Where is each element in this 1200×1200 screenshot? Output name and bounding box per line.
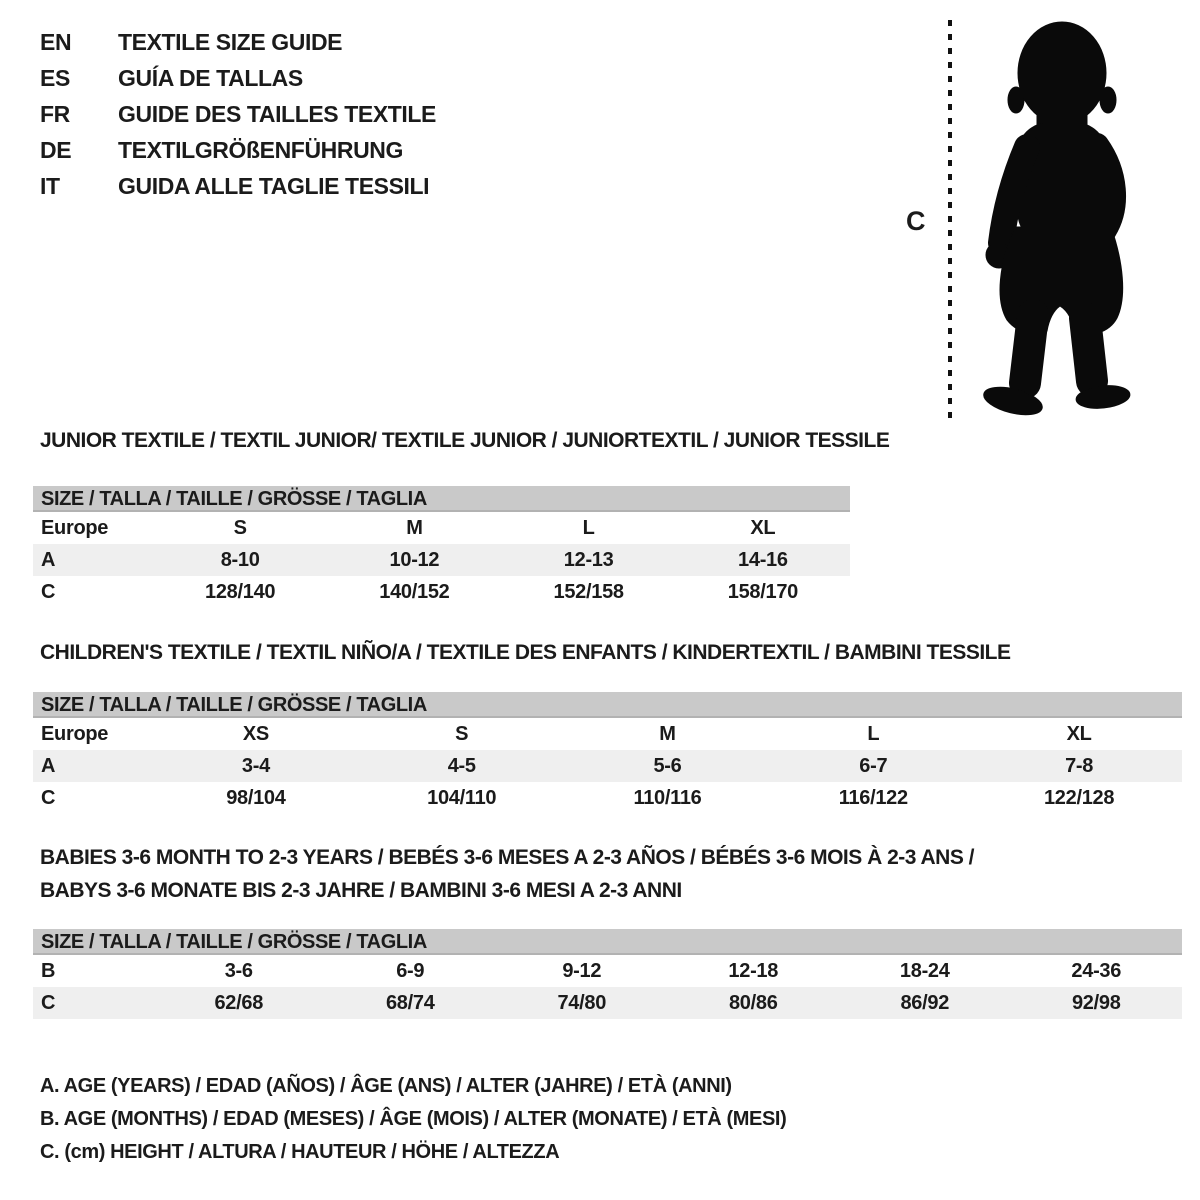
table-cell: 122/128 <box>1043 786 1115 809</box>
table-cell: 158/170 <box>727 580 798 603</box>
language-code: EN <box>40 28 72 55</box>
table-cell: S <box>233 516 247 539</box>
section-heading-line2: BABYS 3-6 MONATE BIS 2-3 JAHRE / BAMBINI 3-6 MESI A 2-3 ANNI <box>40 879 682 902</box>
table-cell: 62/68 <box>214 991 264 1014</box>
table-header: SIZE / TALLA / TAILLE / GRÖSSE / TAGLIA <box>33 929 1182 955</box>
footnote-height: C. (cm) HEIGHT / ALTURA / HAUTEUR / HÖHE / ALTEZZA <box>40 1141 560 1163</box>
table-cell: 6-7 <box>859 754 888 777</box>
table-header: SIZE / TALLA / TAILLE / GRÖSSE / TAGLIA <box>33 486 850 512</box>
table-row <box>33 512 850 544</box>
language-row <box>40 24 436 60</box>
footnote-age-months: B. AGE (MONTHS) / EDAD (MESES) / ÂGE (MOIS) / ALTER (MONATE) / ETÀ (MESI) <box>40 1108 787 1130</box>
table-row <box>33 576 850 608</box>
table-cell: 3-4 <box>241 754 270 777</box>
table-cell: 12-13 <box>563 548 614 571</box>
table-cell: 110/116 <box>633 786 702 809</box>
table-cell: XL <box>750 516 776 539</box>
table-cell: 4-5 <box>447 754 476 777</box>
table-cell: XL <box>1066 722 1092 745</box>
table-cell: 116/122 <box>838 786 908 809</box>
measure-label-c: C <box>906 206 926 236</box>
footnote-age-years: A. AGE (YEARS) / EDAD (AÑOS) / ÂGE (ANS) / ALTER (JAHRE) / ETÀ (ANNI) <box>40 1075 732 1097</box>
guide-title: TEXTILE SIZE GUIDE <box>118 28 343 55</box>
height-measure-line <box>944 18 956 420</box>
table-cell: 86/92 <box>900 991 950 1014</box>
table-cell: 7-8 <box>1065 754 1094 777</box>
table-cell: 80/86 <box>728 991 778 1014</box>
row-label: C <box>41 991 56 1014</box>
size-table-babies <box>33 929 1182 1019</box>
table-row <box>33 544 850 576</box>
toddler-silhouette-icon <box>965 15 1150 420</box>
guide-title: GUIDE DES TAILLES TEXTILE <box>118 100 436 127</box>
row-label: Europe <box>41 722 109 745</box>
row-label: A <box>41 548 56 571</box>
language-title-list <box>40 24 436 204</box>
table-cell: M <box>406 516 423 539</box>
language-row <box>40 96 436 132</box>
table-cell: 140/152 <box>379 580 450 603</box>
language-row <box>40 168 436 204</box>
language-code: ES <box>40 64 70 91</box>
row-label: Europe <box>41 516 109 539</box>
table-cell: 68/74 <box>385 991 435 1014</box>
table-header: SIZE / TALLA / TAILLE / GRÖSSE / TAGLIA <box>33 692 1182 718</box>
size-table-junior <box>33 486 850 608</box>
table-cell: 6-9 <box>396 959 425 982</box>
table-row <box>33 718 1182 750</box>
size-table-children <box>33 692 1182 814</box>
language-code: FR <box>40 100 70 127</box>
table-cell: 98/104 <box>226 786 286 809</box>
table-cell: 9-12 <box>562 959 602 982</box>
table-cell: 5-6 <box>653 754 682 777</box>
table-row <box>33 955 1182 987</box>
legend-footnotes <box>40 1070 786 1169</box>
table-cell: S <box>455 722 469 745</box>
table-cell: 24-36 <box>1071 959 1122 982</box>
table-row <box>33 750 1182 782</box>
row-label: C <box>41 786 56 809</box>
guide-title: GUIDA ALLE TAGLIE TESSILI <box>118 172 430 199</box>
language-code: IT <box>40 172 60 199</box>
table-cell: 128/140 <box>205 580 276 603</box>
table-row <box>33 987 1182 1019</box>
table-cell: 104/110 <box>427 786 497 809</box>
section-heading: JUNIOR TEXTILE / TEXTIL JUNIOR/ TEXTILE JUNIOR / JUNIORTEXTIL / JUNIOR TESSILE <box>40 429 890 452</box>
table-cell: 14-16 <box>738 548 788 571</box>
table-cell: 92/98 <box>1071 991 1121 1014</box>
section-heading: CHILDREN'S TEXTILE / TEXTIL NIÑO/A / TEXTILE DES ENFANTS / KINDERTEXTIL / BAMBINI TESSILE <box>40 641 1011 664</box>
language-row <box>40 132 436 168</box>
table-cell: 10-12 <box>389 548 440 571</box>
language-row <box>40 60 436 96</box>
row-label: A <box>41 754 56 777</box>
table-cell: 3-6 <box>224 959 253 982</box>
table-cell: 12-18 <box>728 959 779 982</box>
row-label: B <box>41 959 56 982</box>
row-label: C <box>41 580 56 603</box>
table-cell: L <box>867 722 880 745</box>
table-cell: 18-24 <box>899 959 950 982</box>
table-cell: 152/158 <box>553 580 624 603</box>
table-cell: 74/80 <box>557 991 607 1014</box>
table-cell: M <box>659 722 676 745</box>
section-heading: BABIES 3-6 MONTH TO 2-3 YEARS / BEBÉS 3-6 MESES A 2-3 AÑOS / BÉBÉS 3-6 MOIS À 2-3 ANS / <box>40 846 975 869</box>
guide-title: GUÍA DE TALLAS <box>118 64 303 91</box>
guide-title: TEXTILGRÖßENFÜHRUNG <box>118 136 403 163</box>
table-row <box>33 782 1182 814</box>
language-code: DE <box>40 136 72 163</box>
table-cell: XS <box>242 722 269 745</box>
table-cell: L <box>582 516 595 539</box>
table-cell: 8-10 <box>220 548 260 571</box>
